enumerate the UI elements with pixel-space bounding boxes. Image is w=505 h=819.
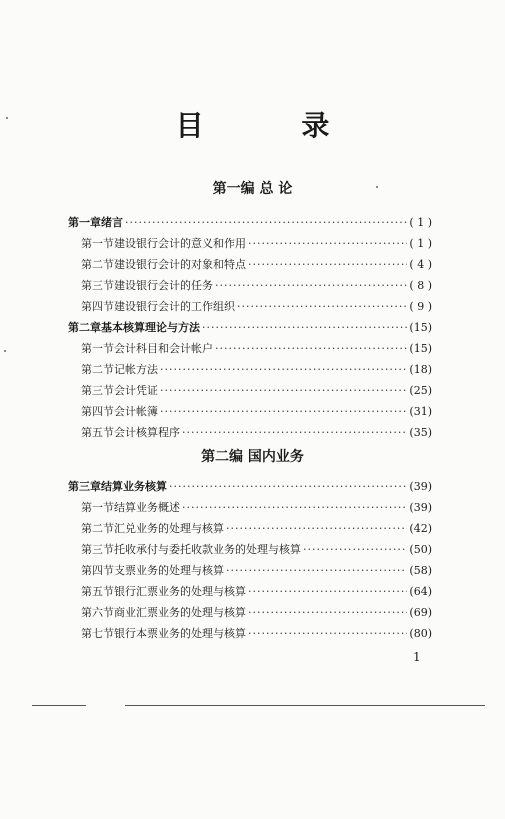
section-number: 第六节 bbox=[81, 606, 114, 619]
section-title: 建设银行会计的任务 bbox=[114, 279, 213, 292]
page-reference: ( 1 ) bbox=[409, 237, 432, 250]
toc-chapter-entry bbox=[68, 212, 432, 233]
section-number: 第三节 bbox=[81, 543, 114, 556]
part-heading-2: 第二编 国内业务 bbox=[201, 449, 304, 465]
page-reference: ( 9 ) bbox=[409, 300, 432, 313]
chapter-title: 结算业务核算 bbox=[101, 480, 167, 493]
toc-part-2 bbox=[68, 476, 432, 644]
page-reference: (15) bbox=[409, 342, 432, 355]
chapter-title: 绪言 bbox=[101, 216, 123, 229]
section-number: 第四节 bbox=[81, 300, 114, 313]
page-reference: (18) bbox=[409, 363, 432, 376]
section-title: 商业汇票业务的处理与核算 bbox=[114, 606, 246, 619]
section-title: 支票业务的处理与核算 bbox=[114, 564, 224, 577]
section-title: 会计凭证 bbox=[114, 384, 158, 397]
section-title: 会计科目和会计帐户 bbox=[114, 342, 213, 355]
page-reference: (35) bbox=[409, 426, 432, 439]
dot-leader bbox=[215, 275, 407, 296]
page-reference: (69) bbox=[409, 606, 432, 619]
page-reference: ( 4 ) bbox=[409, 258, 432, 271]
section-title: 会计核算程序 bbox=[114, 426, 180, 439]
dot-leader bbox=[160, 401, 407, 422]
section-number: 第一节 bbox=[81, 342, 114, 355]
section-title: 银行本票业务的处理与核算 bbox=[114, 627, 246, 640]
page-reference: (64) bbox=[409, 585, 432, 598]
section-number: 第三节 bbox=[81, 384, 114, 397]
dot-leader bbox=[248, 581, 407, 602]
toc-section-entry bbox=[68, 422, 432, 443]
section-title: 会计帐簿 bbox=[114, 405, 158, 418]
dot-leader bbox=[226, 518, 407, 539]
toc-section-entry bbox=[68, 401, 432, 422]
dot-leader bbox=[248, 254, 407, 275]
dot-leader bbox=[125, 212, 407, 233]
section-number: 第五节 bbox=[81, 426, 114, 439]
part-heading-1: 第一编 总 论 bbox=[212, 181, 293, 197]
section-number: 第四节 bbox=[81, 564, 114, 577]
page-reference: (58) bbox=[409, 564, 432, 577]
chapter-number: 第二章 bbox=[68, 321, 101, 334]
section-number: 第三节 bbox=[81, 279, 114, 292]
toc-section-entry bbox=[68, 380, 432, 401]
dot-leader bbox=[303, 539, 407, 560]
section-number: 第二节 bbox=[81, 258, 114, 271]
page-title: 目 录 bbox=[175, 109, 374, 142]
toc-section-entry bbox=[68, 581, 432, 602]
toc-section-entry bbox=[68, 338, 432, 359]
toc-chapter-entry bbox=[68, 317, 432, 338]
section-number: 第一节 bbox=[81, 501, 114, 514]
dot-leader bbox=[202, 317, 407, 338]
toc-section-entry bbox=[68, 623, 432, 644]
scan-edge-rule bbox=[125, 705, 485, 706]
dot-leader bbox=[160, 359, 407, 380]
section-title: 银行汇票业务的处理与核算 bbox=[114, 585, 246, 598]
chapter-number: 第一章 bbox=[68, 216, 101, 229]
toc-section-entry bbox=[68, 296, 432, 317]
section-title: 结算业务概述 bbox=[114, 501, 180, 514]
page-number: 1 bbox=[413, 650, 421, 664]
toc-section-entry bbox=[68, 539, 432, 560]
page-reference: (39) bbox=[409, 480, 432, 493]
section-title: 建设银行会计的对象和特点 bbox=[114, 258, 246, 271]
dot-leader bbox=[248, 623, 407, 644]
toc-part-1 bbox=[68, 212, 432, 443]
dot-leader bbox=[182, 422, 407, 443]
scan-speck bbox=[376, 186, 378, 188]
page-reference: (42) bbox=[409, 522, 432, 535]
dot-leader bbox=[248, 233, 407, 254]
dot-leader bbox=[237, 296, 407, 317]
section-title: 记帐方法 bbox=[114, 363, 158, 376]
page-reference: (50) bbox=[409, 543, 432, 556]
section-number: 第四节 bbox=[81, 405, 114, 418]
toc-chapter-entry bbox=[68, 476, 432, 497]
toc-section-entry bbox=[68, 233, 432, 254]
toc-section-entry bbox=[68, 359, 432, 380]
page-reference: (31) bbox=[409, 405, 432, 418]
section-number: 第一节 bbox=[81, 237, 114, 250]
chapter-number: 第三章 bbox=[68, 480, 101, 493]
page-reference: (15) bbox=[409, 321, 432, 334]
toc-section-entry bbox=[68, 518, 432, 539]
page-reference: ( 8 ) bbox=[409, 279, 432, 292]
section-title: 建设银行会计的工作组织 bbox=[114, 300, 235, 313]
section-number: 第五节 bbox=[81, 585, 114, 598]
dot-leader bbox=[226, 560, 407, 581]
section-number: 第二节 bbox=[81, 522, 114, 535]
page-reference: (39) bbox=[409, 501, 432, 514]
section-title: 托收承付与委托收款业务的处理与核算 bbox=[114, 543, 301, 556]
dot-leader bbox=[169, 476, 407, 497]
scan-speck bbox=[6, 117, 8, 119]
page-reference: (25) bbox=[409, 384, 432, 397]
section-number: 第七节 bbox=[81, 627, 114, 640]
scan-edge-rule bbox=[32, 705, 86, 706]
toc-section-entry bbox=[68, 254, 432, 275]
dot-leader bbox=[182, 497, 407, 518]
chapter-title: 基本核算理论与方法 bbox=[101, 321, 200, 334]
scan-speck bbox=[4, 350, 6, 352]
dot-leader bbox=[160, 380, 407, 401]
toc-section-entry bbox=[68, 497, 432, 518]
toc-section-entry bbox=[68, 602, 432, 623]
section-title: 汇兑业务的处理与核算 bbox=[114, 522, 224, 535]
dot-leader bbox=[215, 338, 407, 359]
dot-leader bbox=[248, 602, 407, 623]
page-reference: ( 1 ) bbox=[409, 216, 432, 229]
section-number: 第二节 bbox=[81, 363, 114, 376]
toc-section-entry bbox=[68, 275, 432, 296]
section-title: 建设银行会计的意义和作用 bbox=[114, 237, 246, 250]
toc-section-entry bbox=[68, 560, 432, 581]
page-reference: (80) bbox=[409, 627, 432, 640]
